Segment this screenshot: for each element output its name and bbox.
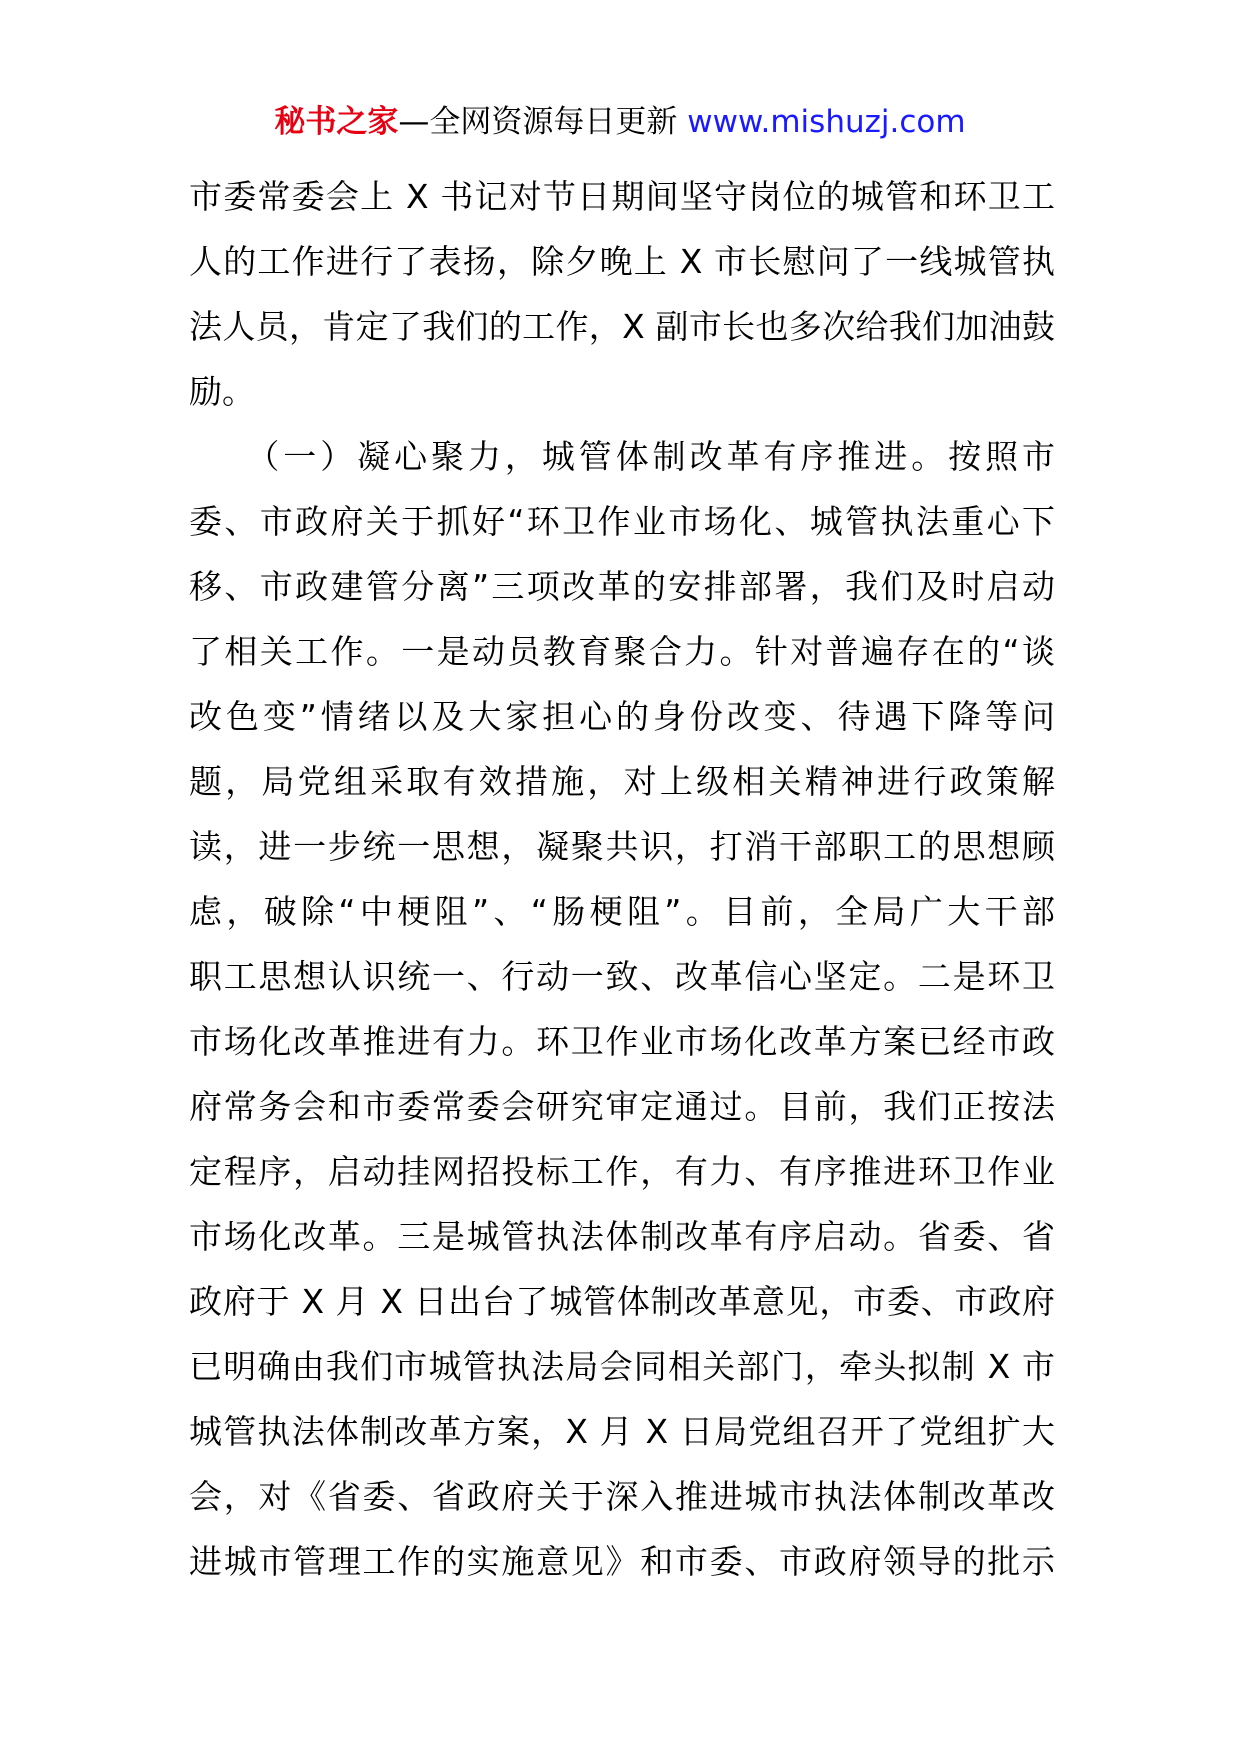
text-line: 政府于 X 月 X 日出台了城管体制改革意见，市委、市政府 [189, 1282, 1055, 1321]
text-line: 委、市政府关于抓好“环卫作业市场化、城管执法重心下 [189, 502, 1055, 541]
text-line: 励。 [189, 372, 255, 411]
text-line: 府常务会和市委常委会研究审定通过。目前，我们正按法 [189, 1087, 1055, 1126]
text-line: 移、市政建管分离”三项改革的安排部署，我们及时启动 [189, 567, 1055, 606]
text-line: 题，局党组采取有效措施，对上级相关精神进行政策解 [189, 762, 1055, 801]
text-line: 已明确由我们市城管执法局会同相关部门，牵头拟制 X 市 [189, 1347, 1055, 1386]
text-line: 虑，破除“中梗阻”、“肠梗阻”。目前，全局广大干部 [189, 892, 1055, 931]
text-line: 法人员，肯定了我们的工作，X 副市长也多次给我们加油鼓 [189, 307, 1055, 346]
text-line: 市场化改革。三是城管执法体制改革有序启动。省委、省 [189, 1217, 1055, 1256]
text-line: 会，对《省委、省政府关于深入推进城市执法体制改革改 [189, 1477, 1055, 1516]
text-line: 定程序，启动挂网招投标工作，有力、有序推进环卫作业 [189, 1152, 1055, 1191]
text-line: 城管执法体制改革方案，X 月 X 日局党组召开了党组扩大 [189, 1412, 1055, 1451]
text-line: 进城市管理工作的实施意见》和市委、市政府领导的批示 [189, 1542, 1055, 1581]
site-url-link[interactable]: www.mishuzj.com [687, 104, 966, 140]
text-line: 了相关工作。一是动员教育聚合力。针对普遍存在的“谈 [189, 632, 1055, 671]
site-header [0, 100, 1240, 144]
document-body [189, 164, 1055, 1594]
text-line: 市委常委会上 X 书记对节日期间坚守岗位的城管和环卫工 [189, 177, 1055, 216]
text-line: 职工思想认识统一、行动一致、改革信心坚定。二是环卫 [189, 957, 1055, 996]
paragraph-start-line: （一）凝心聚力，城管体制改革有序推进。按照市 [189, 437, 1055, 476]
site-tagline: —全网资源每日更新 [398, 104, 688, 140]
text-line: 市场化改革推进有力。环卫作业市场化改革方案已经市政 [189, 1022, 1055, 1061]
text-line: 读，进一步统一思想，凝聚共识，打消干部职工的思想顾 [189, 827, 1055, 866]
text-line: 改色变”情绪以及大家担心的身份改变、待遇下降等问 [189, 697, 1055, 736]
text-line: 人的工作进行了表扬，除夕晚上 X 市长慰问了一线城管执 [189, 242, 1055, 281]
site-brand: 秘书之家 [274, 104, 399, 140]
